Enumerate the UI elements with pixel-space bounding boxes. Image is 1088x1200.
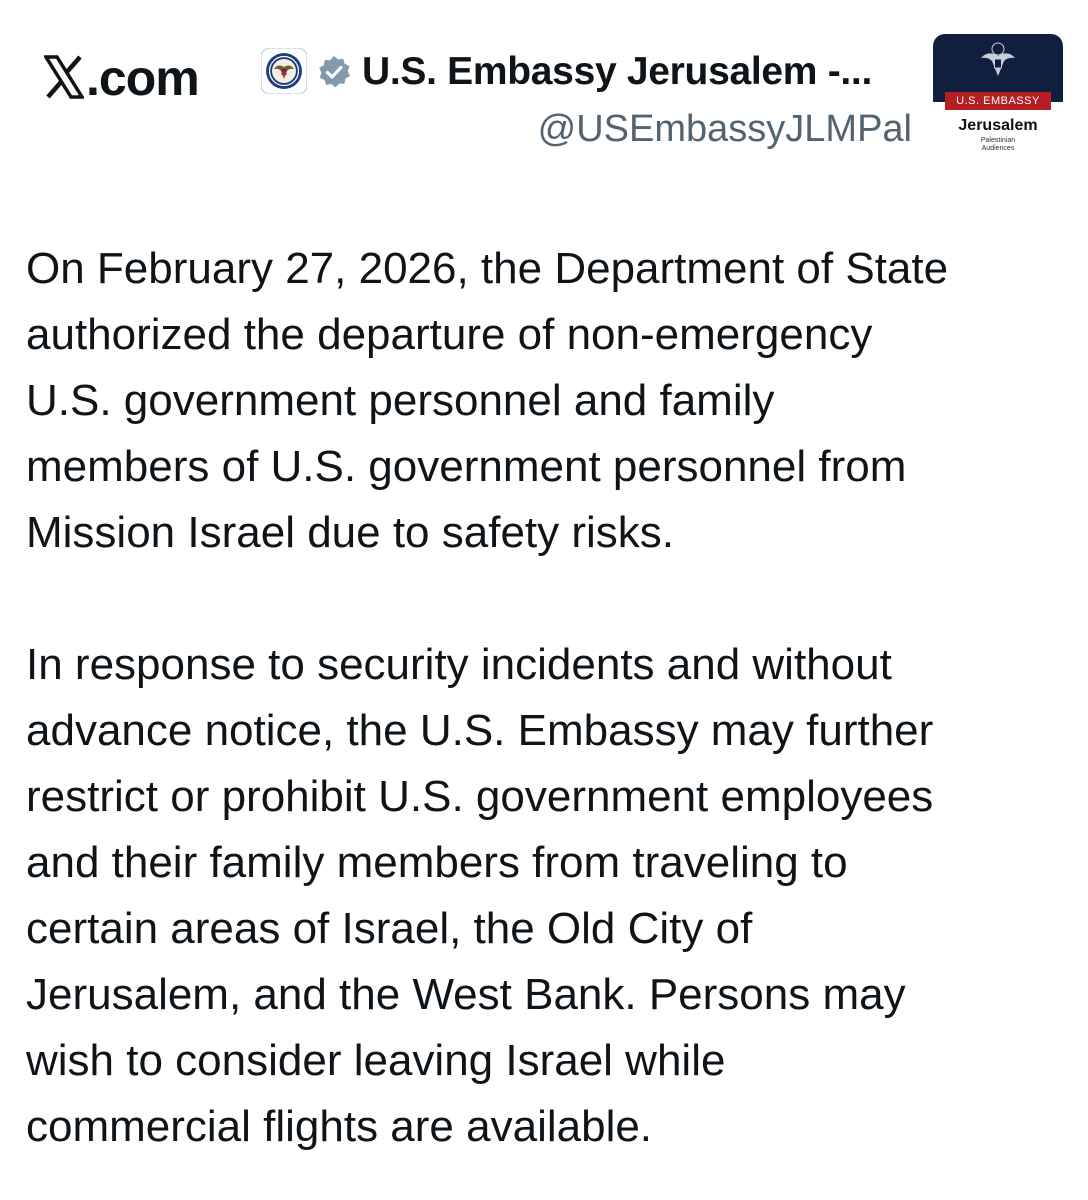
avatar-subtitle-line: Palestinian xyxy=(980,137,1016,144)
account-name[interactable]: U.S. Embassy Jerusalem -... xyxy=(362,50,872,93)
post-paragraph: On February 27, 2026, the Department of State authorized the departure of non-emergency U.S. government personnel and family members of U.S. government personnel from Mission Israel due to safety risks. xyxy=(26,244,949,557)
post-header xyxy=(0,0,1088,180)
avatar-subtitle xyxy=(933,137,1063,153)
post-paragraph: In response to security incidents and without advance notice, the U.S. Embassy may further restrict or prohibit U.S. government employees and their family members from traveling to certain areas of Israel, the Old City of Jerusalem, and the West Bank. Persons may wish to consider leaving Israel while commercial flights are available. xyxy=(26,640,934,1151)
avatar-subtitle-line: Audiences xyxy=(981,145,1015,152)
post-body xyxy=(26,236,1066,1160)
avatar-city: Jerusalem xyxy=(958,117,1038,134)
verified-badge-icon xyxy=(316,54,352,90)
department-of-state-seal-icon[interactable] xyxy=(261,48,307,94)
site-brand-label: .com xyxy=(86,50,199,106)
account-handle[interactable]: @USEmbassyJLMPal xyxy=(537,108,912,150)
x-logo-icon xyxy=(44,52,84,96)
eagle-seal-icon xyxy=(978,40,1018,84)
avatar-ribbon: U.S. EMBASSY xyxy=(945,92,1051,110)
site-brand[interactable] xyxy=(44,48,199,108)
avatar[interactable] xyxy=(933,34,1063,164)
